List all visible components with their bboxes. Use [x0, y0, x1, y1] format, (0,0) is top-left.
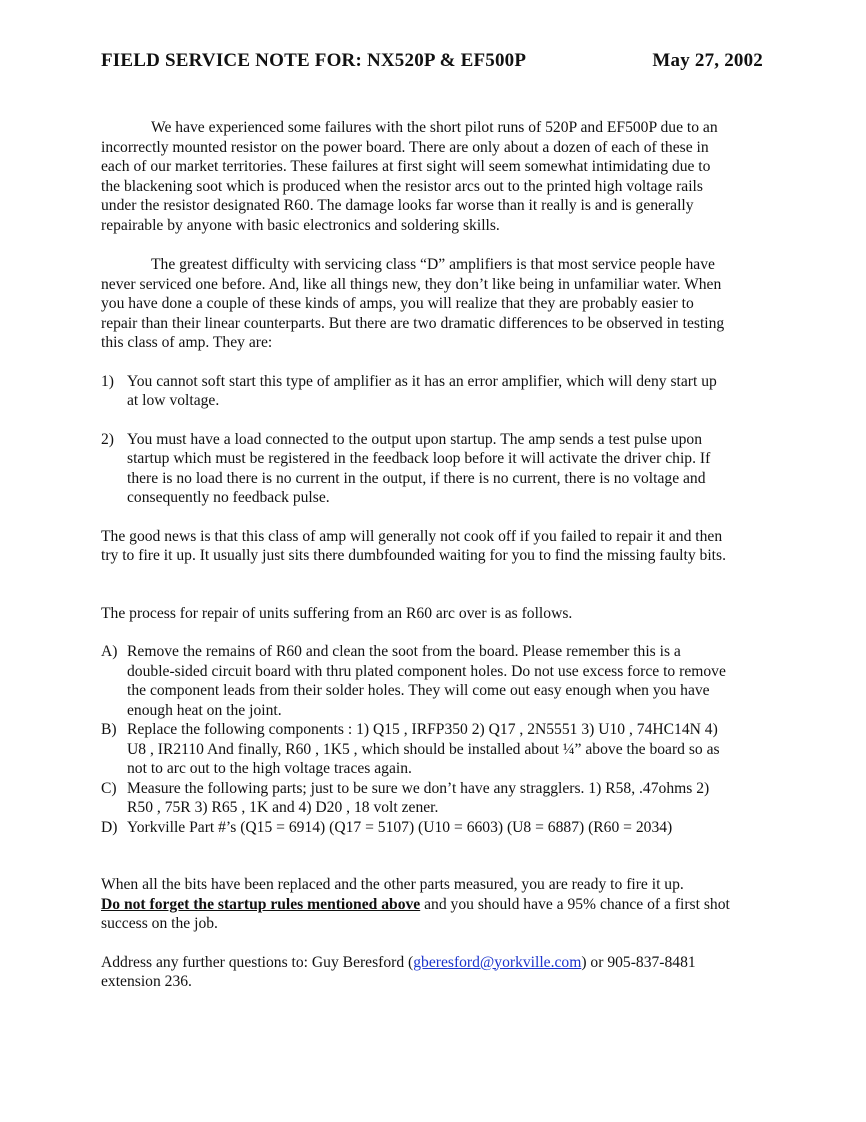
repair-steps-list	[101, 642, 731, 837]
intro-paragraph: We have experienced some failures with the short pilot runs of 520P and EF500P due to an incorrectly mounted resistor on the power board. There are only about a dozen of each of these in each of our market territories. These failures at first sight will seem somewhat intimidating due to the blackening soot which is produced when the resistor arcs out to the printed high voltage rails under the resistor designated R60. The damage looks far worse than it really is and is generally repairable by anyone with basic electronics and soldering skills.	[101, 119, 718, 234]
list-item	[101, 372, 731, 411]
list-item-text: Yorkville Part #’s (Q15 = 6914) (Q17 = 5107) (U10 = 6603) (U8 = 6887) (R60 = 2034)	[127, 818, 673, 836]
closing-line-continued: and you should have a 95% chance of a first shot success on the job.	[101, 895, 730, 932]
email-link[interactable]: gberesford@yorkville.com	[413, 953, 582, 971]
contact-paragraph	[101, 953, 731, 992]
document-body	[101, 118, 731, 992]
list-marker: 1)	[101, 372, 114, 390]
list-item	[101, 818, 731, 838]
class-d-paragraph: The greatest difficulty with servicing class “D” amplifiers is that most service people have never serviced one before. And, like all things new, they don’t like being in unfamiliar water. When you have done a couple of these kinds of amps, you will realize that they are probably easier to repair than their linear counterparts. But there are two dramatic differences to be observed in testing this class of amp. They are:	[101, 256, 725, 351]
list-item	[101, 430, 731, 508]
list-item	[101, 642, 731, 720]
list-marker: A)	[101, 643, 118, 660]
list-item-text: You cannot soft start this type of amplifier as it has an error amplifier, which will deny start up at low voltage.	[127, 372, 717, 409]
closing-line: When all the bits have been replaced and the other parts measured, you are ready to fire it up.	[101, 876, 684, 893]
list-item	[101, 720, 731, 779]
document-header	[101, 50, 763, 74]
startup-rules-list	[101, 372, 731, 508]
contact-prefix: Address any further questions to: Guy Beresford (	[101, 953, 414, 971]
list-item-text: Remove the remains of R60 and clean the soot from the board. Please remember this is a double-sided circuit board with thru plated component holes. Do not use excess force to remove the component leads from their solder holes. They will come out easy enough when you have enough heat on the joint.	[127, 643, 726, 719]
startup-rules-reminder: Do not forget the startup rules mentioned above	[101, 895, 421, 913]
list-item-text: Replace the following components : 1) Q15 , IRFP350 2) Q17 , 2N5551 3) U10 , 74HC14N 4) U8 , IR2110 And finally, R60 , 1K5 , which should be installed about ¼” above the board so as not to arc out to the high voltage traces again.	[127, 721, 720, 777]
contact-suffix: ) or 905-837-8481 extension 236.	[101, 953, 696, 990]
good-news-paragraph: The good news is that this class of amp will generally not cook off if you failed to repair it and then try to fire it up. It usually just sits there dumbfounded waiting for you to find the missing faulty bits.	[101, 527, 726, 564]
list-marker: C)	[101, 779, 117, 797]
header-title: FIELD SERVICE NOTE FOR: NX520P & EF500P	[101, 50, 527, 71]
list-item-text: Measure the following parts; just to be sure we don’t have any stragglers. 1) R58, .47ohms 2) R50 , 75R 3) R65 , 1K and 4) D20 , 18 volt zener.	[127, 779, 710, 816]
closing-paragraph	[101, 875, 731, 934]
header-date: May 27, 2002	[652, 50, 763, 71]
list-item-text: You must have a load connected to the output upon startup. The amp sends a test pulse upon startup which must be registered in the feedback loop before it will activate the driver chip. If there is no load there is no current in the output, if there is no current, there is no voltage and consequently no feedback pulse.	[127, 430, 711, 506]
list-marker: 2)	[101, 430, 114, 448]
list-marker: D)	[101, 818, 118, 836]
list-item	[101, 779, 731, 818]
list-marker: B)	[101, 721, 117, 738]
process-paragraph: The process for repair of units suffering from an R60 arc over is as follows.	[101, 604, 573, 622]
